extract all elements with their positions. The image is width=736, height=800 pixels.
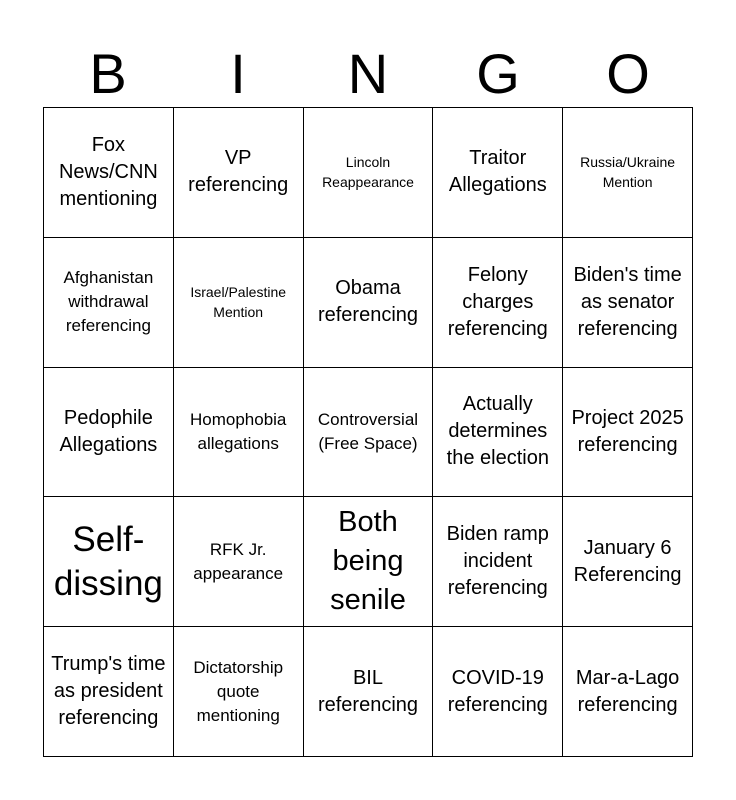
cell-text: Actually determines the election [446, 393, 549, 470]
cell-text: Israel/Palestine Mention [190, 284, 287, 321]
bingo-cell[interactable] [174, 238, 304, 368]
bingo-cell[interactable] [563, 497, 693, 627]
header-letter-n: N [347, 42, 389, 105]
cell-text: Controversial (Free Space) [317, 409, 419, 453]
bingo-cell[interactable] [44, 627, 174, 757]
cell-text: Self-dissing [53, 519, 163, 603]
cell-text: Pedophile Allegations [59, 406, 158, 456]
cell-text: Project 2025 referencing [571, 406, 684, 456]
cell-text: Both being senile [330, 506, 406, 617]
bingo-cell[interactable] [44, 238, 174, 368]
bingo-cell[interactable] [563, 238, 693, 368]
bingo-header [43, 40, 693, 108]
header-letter-b: B [89, 42, 127, 105]
cell-text: January 6 Referencing [573, 536, 682, 586]
cell-text: Afghanistan withdrawal referencing [63, 268, 154, 336]
bingo-cell[interactable] [304, 108, 434, 238]
header-letter-g: G [476, 42, 520, 105]
cell-text: Dictatorship quote mentioning [193, 657, 284, 725]
bingo-cell[interactable] [174, 627, 304, 757]
cell-text: BIL referencing [317, 666, 419, 716]
cell-text: Mar-a-Lago referencing [575, 666, 680, 716]
cell-text: Russia/Ukraine Mention [580, 154, 676, 191]
bingo-cell[interactable] [563, 627, 693, 757]
cell-text: VP referencing [188, 147, 289, 197]
bingo-cell[interactable] [174, 368, 304, 498]
bingo-cell[interactable] [433, 497, 563, 627]
cell-text: Traitor Allegations [448, 147, 547, 197]
bingo-cell[interactable] [304, 238, 434, 368]
cell-text: Felony charges referencing [447, 263, 548, 340]
bingo-cell[interactable] [44, 497, 174, 627]
bingo-cell[interactable] [563, 368, 693, 498]
bingo-card [43, 107, 693, 757]
header-letter-i: I [230, 42, 246, 105]
bingo-cell[interactable] [433, 238, 563, 368]
bingo-cell[interactable] [174, 108, 304, 238]
bingo-cell[interactable] [44, 108, 174, 238]
bingo-cell[interactable] [563, 108, 693, 238]
header-letter-o: O [606, 42, 650, 105]
cell-text: Obama referencing [317, 277, 419, 327]
cell-text: Biden's time as senator referencing [573, 263, 682, 340]
bingo-cell[interactable] [433, 368, 563, 498]
bingo-cell[interactable] [304, 627, 434, 757]
cell-text: COVID-19 referencing [447, 666, 548, 716]
cell-text: Homophobia allegations [189, 409, 287, 453]
bingo-cell[interactable] [433, 627, 563, 757]
bingo-cell[interactable] [174, 497, 304, 627]
bingo-cell[interactable] [44, 368, 174, 498]
free-space-cell[interactable] [304, 368, 434, 498]
cell-text: Lincoln Reappearance [322, 154, 414, 191]
cell-text: Biden ramp incident referencing [446, 523, 549, 600]
cell-text: Trump's time as president referencing [51, 653, 166, 730]
cell-text: RFK Jr. appearance [193, 539, 284, 583]
bingo-cell[interactable] [304, 497, 434, 627]
bingo-cell[interactable] [433, 108, 563, 238]
cell-text: Fox News/CNN mentioning [58, 133, 158, 210]
